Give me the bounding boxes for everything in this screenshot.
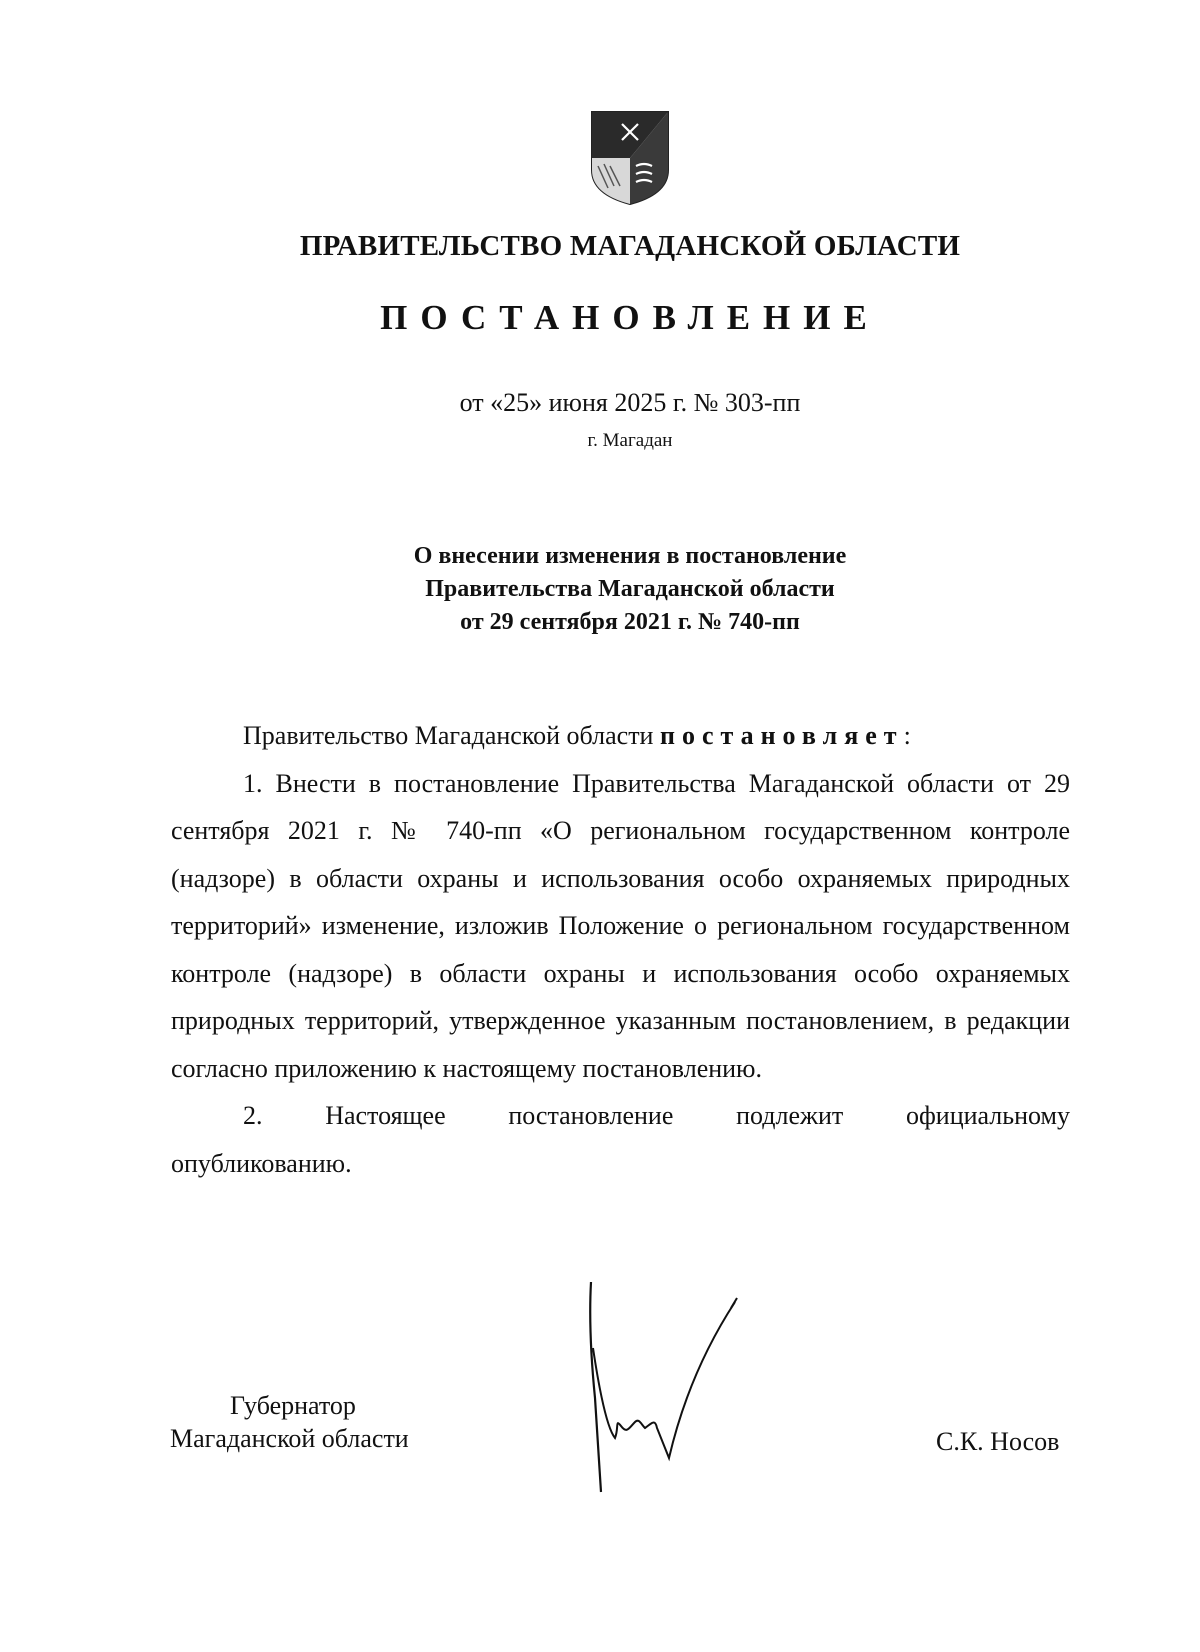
item-1: 1. Внести в постановление Правительства Магаданской области от 29 сентября 2021 г. № 740-пп «О региональном государственном контроле (надзоре) в области охраны и использования особо охраняемых природных территорий» изменение, изложив Положение о региональном государственном контроле (надзоре) в области охраны и использования особо охраняемых природных территорий, утвержденное указанным постановлением, в редакции согласно приложению к настоящему постановлению.	[171, 768, 1070, 1083]
signatory-title-line: Магаданской области	[170, 1424, 409, 1453]
preamble-colon: :	[903, 721, 911, 750]
subject-line: Правительства Магаданской области	[425, 576, 835, 602]
organization-title: ПРАВИТЕЛЬСТВО МАГАДАНСКОЙ ОБЛАСТИ	[299, 230, 961, 262]
signatory-name: С.К. Носов	[936, 1427, 1060, 1456]
preamble	[171, 712, 1070, 760]
preamble-keyword: постановляет	[659, 721, 904, 750]
item-2-line-1: 2. Настоящее постановление подлежит официальному	[243, 1101, 1070, 1130]
document-city: г. Магадан	[587, 430, 673, 451]
document-date-number: от «25» июня 2025 г. № 303-пп	[459, 388, 801, 417]
document-body	[171, 712, 1070, 1187]
signatory-title	[170, 1389, 470, 1455]
handwritten-signature-icon	[585, 1278, 785, 1498]
item-2-line-2: опубликованию.	[171, 1148, 352, 1178]
signatory-title-line: Губернатор	[230, 1391, 356, 1420]
magadan-coat-of-arms-icon	[590, 110, 670, 206]
preamble-text: Правительство Магаданской области	[243, 721, 660, 750]
subject-line: О внесении изменения в постановление	[413, 543, 847, 569]
subject-line: от 29 сентября 2021 г. № 740-пп	[460, 609, 800, 635]
document-type-title: ПОСТАНОВЛЕНИЕ	[380, 298, 880, 337]
document-subject	[0, 540, 1200, 639]
